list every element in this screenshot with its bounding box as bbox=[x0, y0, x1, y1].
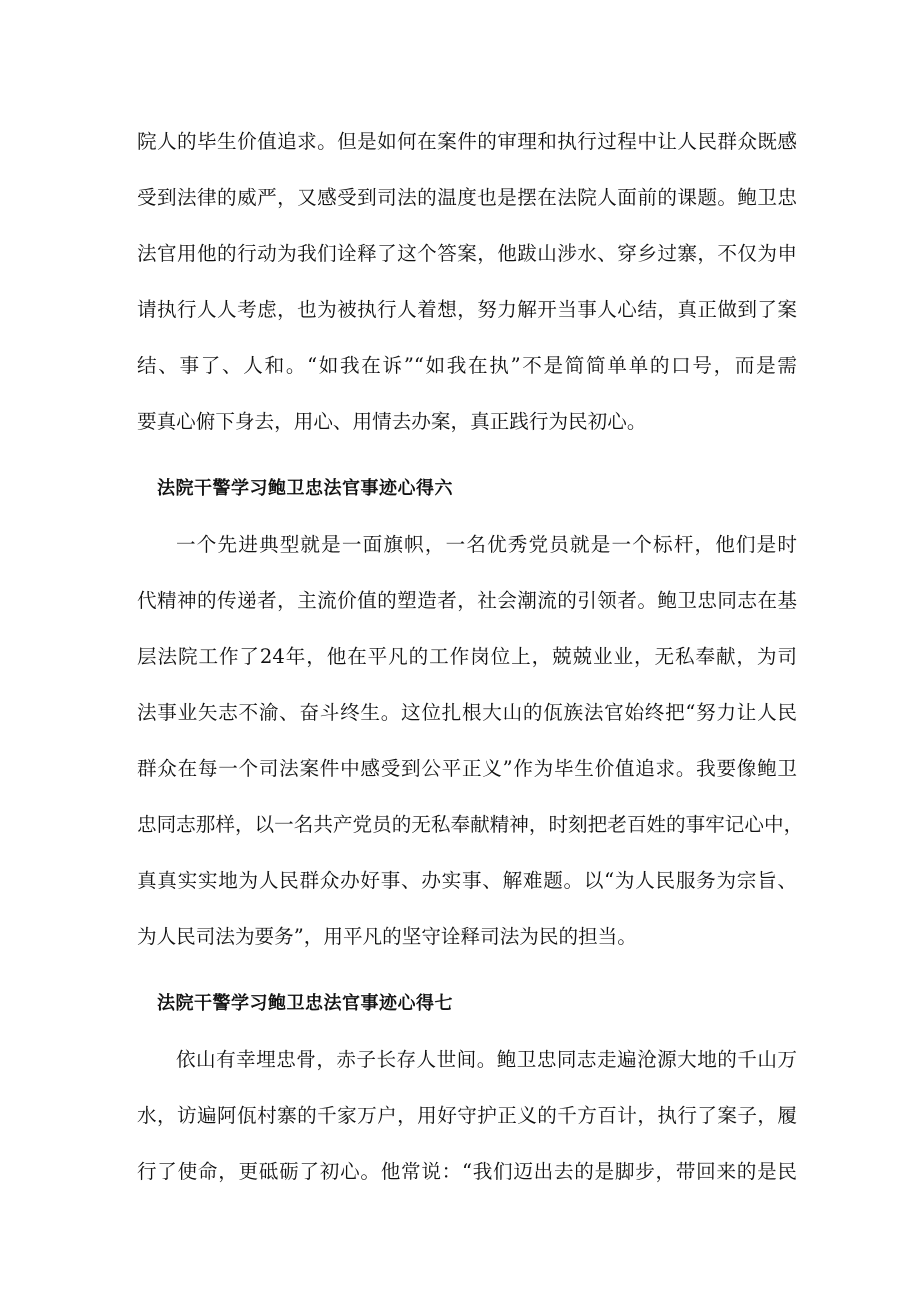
text-line: 为人民司法为要务”，用平凡的坚守诠释司法为民的担当。 bbox=[137, 925, 637, 948]
text-line: 法官用他的行动为我们诠释了这个答案，他跋山涉水、穿乡过寨，不仅为申 bbox=[137, 242, 797, 265]
text-line: 水，访遍阿佤村寨的千家万户，用好守护正义的千方百计，执行了案子，履 bbox=[137, 1104, 797, 1127]
section-heading: 法院干警学习鲍卫忠法官事迹心得七 bbox=[157, 993, 453, 1014]
text-line: 结、事了、人和。“如我在诉”“如我在执”不是简简单单的口号，而是需 bbox=[137, 354, 797, 377]
text-line: 真真实实地为人民群众办好事、办实事、解难题。以“为人民服务为宗旨、 bbox=[137, 869, 797, 892]
text-line: 请执行人人考虑，也为被执行人着想，努力解开当事人心结，真正做到了案 bbox=[137, 298, 797, 321]
text-line: 要真心俯下身去，用心、用情去办案，真正践行为民初心。 bbox=[137, 410, 647, 433]
text-line: 一个先进典型就是一面旗帜，一名优秀党员就是一个标杆，他们是时 bbox=[176, 533, 797, 556]
section-heading: 法院干警学习鲍卫忠法官事迹心得六 bbox=[157, 478, 453, 499]
text-line: 忠同志那样，以一名共产党员的无私奉献精神，时刻把老百姓的事牢记心中， bbox=[137, 813, 804, 836]
text-line: 行了使命，更砥砺了初心。他常说：“我们迈出去的是脚步，带回来的是民 bbox=[137, 1160, 797, 1183]
text-line: 法事业矢志不渝、奋斗终生。这位扎根大山的佤族法官始终把“努力让人民 bbox=[137, 701, 797, 724]
text-line: 层法院工作了24年，他在平凡的工作岗位上，兢兢业业，无私奉献，为司 bbox=[137, 645, 797, 668]
text-line: 院人的毕生价值追求。但是如何在案件的审理和执行过程中让人民群众既感 bbox=[137, 130, 797, 153]
text-line: 群众在每一个司法案件中感受到公平正义”作为毕生价值追求。我要像鲍卫 bbox=[137, 757, 797, 780]
text-line: 代精神的传递者，主流价值的塑造者，社会潮流的引领者。鲍卫忠同志在基 bbox=[137, 589, 797, 612]
text-line: 受到法律的威严，又感受到司法的温度也是摆在法院人面前的课题。鲍卫忠 bbox=[137, 186, 797, 209]
text-line: 依山有幸埋忠骨，赤子长存人世间。鲍卫忠同志走遍沧源大地的千山万 bbox=[176, 1048, 797, 1071]
